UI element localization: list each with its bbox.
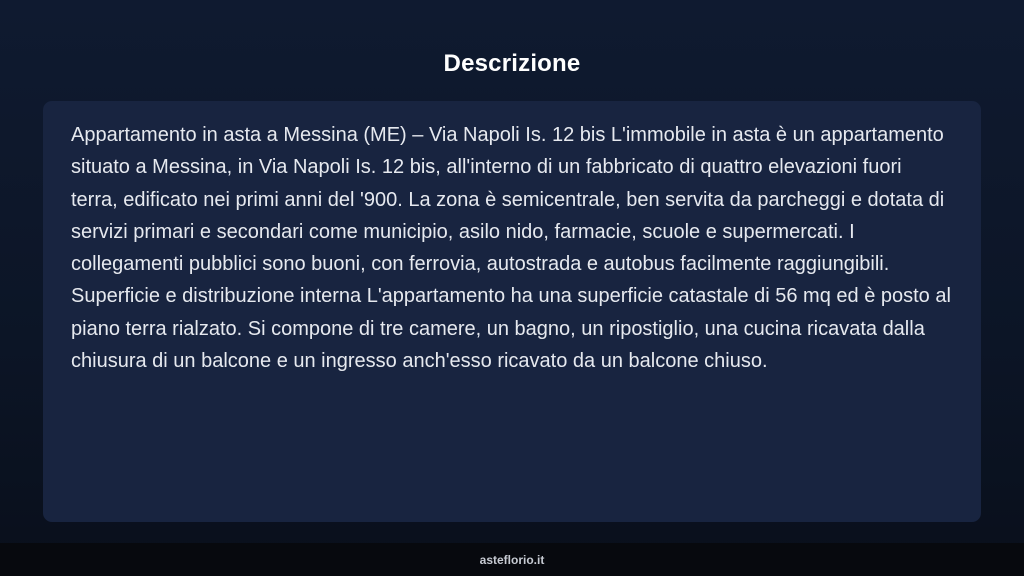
description-card — [43, 101, 981, 522]
description-text: Appartamento in asta a Messina (ME) – Via Napoli Is. 12 bis L'immobile in asta è un appartamento situato a Messina, in Via Napoli Is. 12 bis, all'interno di un fabbricato di quattro elevazioni fuori terra, edificato nei primi anni del '900. La zona è semicentrale, ben servita da parcheggi e dotata di servizi primari e secondari come municipio, asilo nido, farmacie, scuole e supermercati. I collegamenti pubblici sono buoni, con ferrovia, autostrada e autobus facilmente raggiungibili. Superficie e distribuzione interna L'appartamento ha una superficie catastale di 56 mq ed è posto al piano terra rialzato. Si compone di tre camere, un bagno, un ripostiglio, una cucina ricavata dalla chiusura di un balcone e un ingresso anch'esso ricavato da un balcone chiuso. — [71, 124, 951, 373]
page-title: Descrizione — [443, 50, 581, 77]
footer-bar — [0, 543, 1024, 576]
footer-site-label: asteflorio.it — [479, 552, 545, 567]
